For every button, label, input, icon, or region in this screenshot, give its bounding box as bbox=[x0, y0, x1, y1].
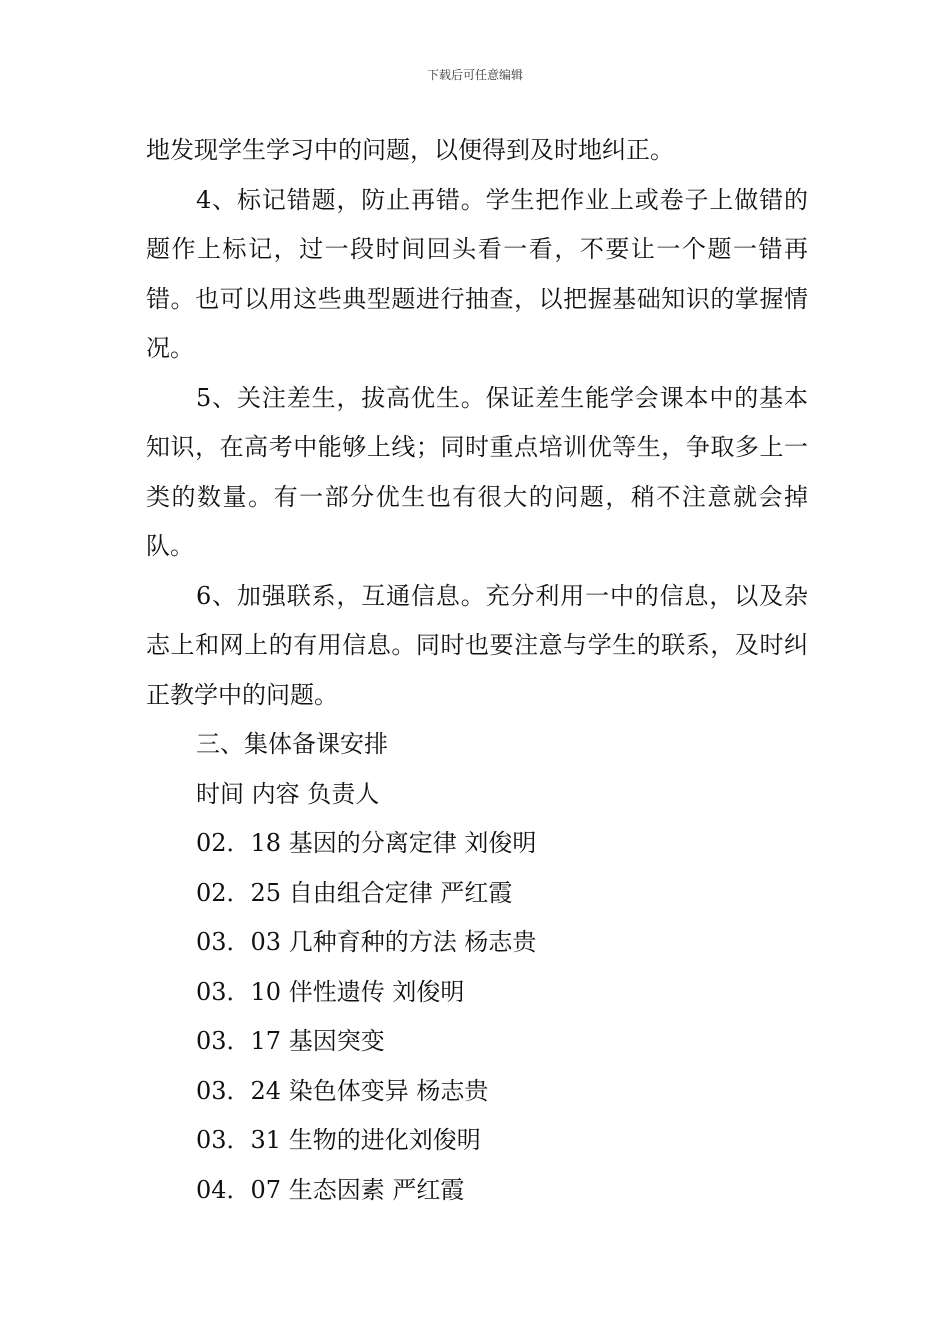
schedule-row: 04．07 生态因素 严红霞 bbox=[196, 1175, 465, 1204]
schedule-row: 03．24 染色体变异 杨志贵 bbox=[196, 1076, 489, 1105]
schedule-header: 时间 内容 负责人 bbox=[196, 779, 380, 808]
schedule-row: 02．25 自由组合定律 严红霞 bbox=[196, 878, 513, 907]
schedule-row: 03．31 生物的进化刘俊明 bbox=[196, 1126, 481, 1154]
schedule-row: 03．10 伴性遗传 刘俊明 bbox=[196, 977, 465, 1006]
paragraph: 5、关注差生，拔高优生。保证差生能学会课本中的基本知识，在高考中能够上线；同时重点培训优等生，争取多上一类的数量。有一部分优生也有很大的问题，稍不注意就会掉队。 bbox=[146, 383, 808, 560]
schedule-row: 03．17 基因突变 bbox=[196, 1027, 385, 1055]
section-title: 三、集体备课安排 bbox=[196, 730, 388, 758]
schedule-row: 03．03 几种育种的方法 杨志贵 bbox=[196, 928, 537, 956]
paragraph: 6、加强联系，互通信息。充分利用一中的信息，以及杂志上和网上的有用信息。同时也要注意与学生的联系，及时纠正教学中的问题。 bbox=[146, 581, 808, 709]
schedule-row: 02．18 基因的分离定律 刘俊明 bbox=[196, 829, 537, 857]
page-header: 下载后可任意编辑 bbox=[426, 68, 523, 82]
document-body bbox=[146, 126, 808, 1215]
paragraph: 地发现学生学习中的问题，以便得到及时地纠正。 bbox=[146, 136, 674, 164]
paragraph: 4、标记错题，防止再错。学生把作业上或卷子上做错的题作上标记，过一段时间回头看一看，不要让一个题一错再错。也可以用这些典型题进行抽查，以把握基础知识的掌握情况。 bbox=[146, 185, 808, 362]
schedule-list bbox=[146, 720, 808, 1215]
